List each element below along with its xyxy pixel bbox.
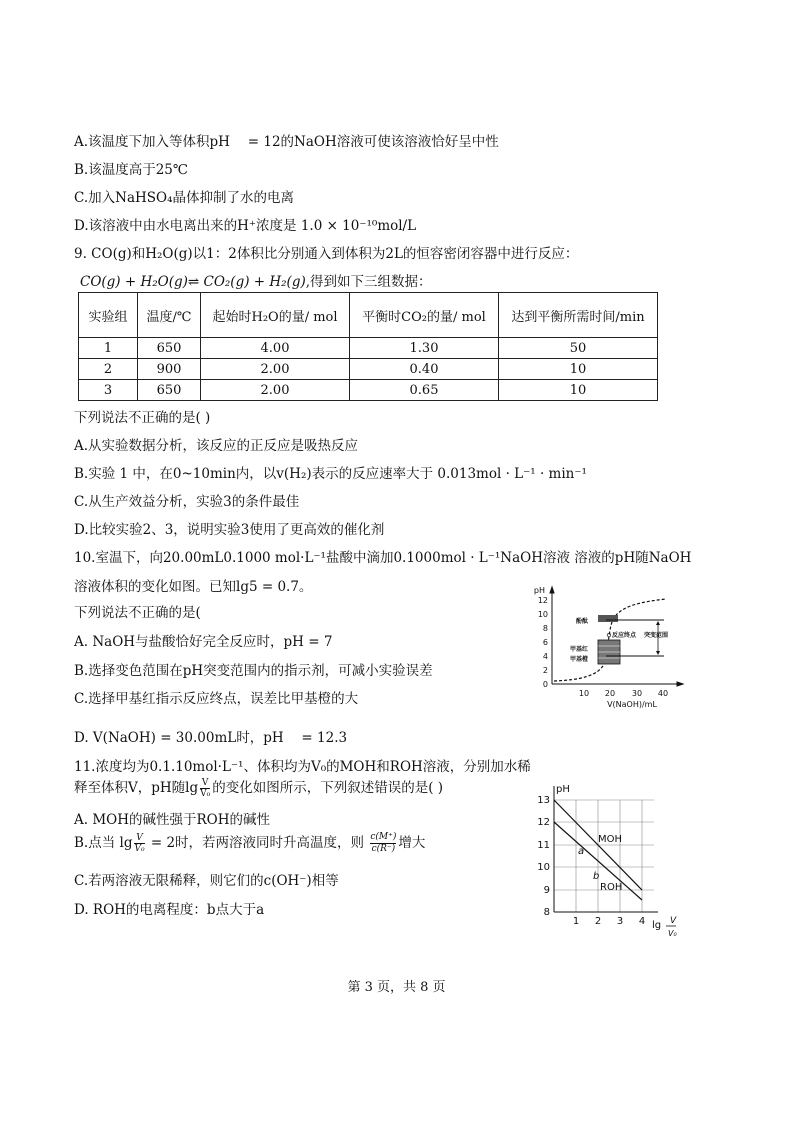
table-cell: 3 [79,380,138,401]
ytick-label: 2 [542,666,548,675]
table-header: 温度/℃ [138,293,201,338]
ytick-label: 4 [542,652,548,661]
titration-curve-figure [533,584,690,712]
q9-equation-line [80,272,432,292]
table-row [79,338,658,359]
xtick-label: 20 [604,689,616,698]
fraction-denominator: V₀ [134,844,145,854]
table-cell: 2.00 [201,380,350,401]
xtick-label: 1 [572,916,580,927]
q9-data-table [78,292,658,401]
table-cell: 2.00 [201,359,350,380]
q9-equation-suffix: ,得到如下三组数据： [305,274,432,290]
arrow-up-icon [656,621,660,625]
fraction-denominator: V₀ [200,789,211,799]
q11-stem-line1: 11.浓度均为0.1.10mol·L⁻¹、体积均为V₀的MOH和ROH溶液，分别加水稀 [74,759,531,775]
table-row [79,380,658,401]
fraction-numerator: V [201,778,209,788]
ytick-label: 0 [542,680,548,689]
page-footer: 第 3 页，共 8 页 [347,980,446,995]
q11-stem-pre: 释至体积V，pH随lg [74,780,199,796]
q10-option-b: B.选择变色范围在pH突变范围内的指示剂，可减小实验误差 [74,663,433,679]
dilution-ph-figure [534,780,684,940]
q11-stem-post: 的变化如图所示，下列叙述错误的是( ) [212,780,444,796]
ytick-label: 8 [543,907,550,918]
table-header-row [79,293,658,338]
q10-xlabel: V(NaOH)/mL [607,700,657,709]
q11-option-b-fraction [134,833,144,854]
table-cell: 1.30 [350,338,499,359]
ytick-label: 12 [537,817,550,828]
xtick-label: 3 [616,916,624,927]
q11-option-b-mid: = 2时，若两溶液同时升高温度，则 [146,835,369,851]
label-phenolphthalein: 酚酞 [576,618,589,625]
q11-option-b-pre: B.点当 lg [74,835,133,851]
ytick-label: 8 [542,624,548,633]
table-cell: 1 [79,338,138,359]
label-methyl-orange: 甲基橙 [570,656,589,663]
ytick-label: 6 [542,638,548,647]
xtick-label: 4 [638,916,646,927]
q11-xlabel-num: V [670,916,677,926]
q8-option-c: C.加入NaHSO₄晶体抑制了水的电离 [74,190,295,206]
xtick-label: 40 [657,689,669,698]
ytick-label: 10 [537,610,548,619]
ratio-denominator: c(R⁻) [371,844,396,854]
q8-option-a: A.该温度下加入等体积pH = 12的NaOH溶液可使该溶液恰好呈中性 [74,134,499,150]
q11-option-b-post: 增大 [398,835,426,851]
q11-xlabel-den: V₀ [668,929,677,938]
table-header: 起始时H₂O的量/ mol [201,293,350,338]
table-header: 平衡时CO₂的量/ mol [350,293,499,338]
q11-option-b-ratio [370,832,396,855]
q9-question: 下列说法不正确的是( ) [74,410,211,426]
q11-option-c: C.若两溶液无限稀释，则它们的c(OH⁻)相等 [74,873,339,889]
table-header: 达到平衡所需时间/min [499,293,658,338]
x-axis-arrow-icon [677,682,683,686]
q11-ylabel: pH [556,784,570,795]
q10-question: 下列说法不正确的是( [74,605,201,621]
q11-xlabel-lg: lg [652,920,662,931]
q10-stem-line2: 溶液体积的变化如图。已知lg5 = 0.7。 [74,579,313,595]
ytick-label: 12 [537,596,548,605]
table-cell: 50 [499,338,658,359]
table-cell: 4.00 [201,338,350,359]
q11-option-a: A. MOH的碱性强于ROH的碱性 [74,812,271,828]
table-cell: 10 [499,359,658,380]
ytick-label: 10 [537,862,550,873]
table-cell: 650 [138,380,201,401]
arrow-down-icon [656,651,660,655]
y-axis-arrow-icon [550,587,554,593]
table-cell: 0.40 [350,359,499,380]
ytick-label: 13 [537,795,550,806]
table-cell: 10 [499,380,658,401]
fraction-numerator: V [136,833,143,843]
q10-stem-line1: 10.室温下，向20.00mL0.1000 mol·L⁻¹盐酸中滴加0.1000mol · L⁻¹NaOH溶液 溶液的pH随NaOH [74,550,692,566]
q8-option-d: D.该溶液中由水电离出来的H⁺浓度是 1.0 × 10⁻¹⁰mol/L [74,218,417,234]
table-cell: 0.65 [350,380,499,401]
q11-stem-line2 [74,778,443,804]
q10-option-d: D. V(NaOH) = 30.00mL时，pH = 12.3 [74,730,348,746]
q10-option-c: C.选择甲基红指示反应终点，误差比甲基橙的大 [74,691,359,707]
table-header: 实验组 [79,293,138,338]
xtick-label: 2 [594,916,602,927]
label-moh: MOH [598,834,623,845]
q10-ylabel: pH [533,586,545,595]
q9-equation: CO(g) + H₂O(g)⇌ CO₂(g) + H₂(g) [80,274,306,290]
xtick-label: 30 [631,689,643,698]
q8-option-b: B.该温度高于25℃ [74,162,188,178]
q11-option-b [74,832,425,862]
label-roh: ROH [600,882,623,893]
label-methyl-red: 甲基红 [570,646,589,653]
ytick-label: 11 [537,840,550,851]
label-endpoint: 反应终点 [612,632,637,639]
phenolphthalein-range [598,615,618,622]
label-point-a: a [578,846,585,857]
q11-option-d: D. ROH的电离程度：b点大于a [74,902,265,918]
q9-option-a: A.从实验数据分析，该反应的正反应是吸热反应 [74,438,359,454]
table-cell: 2 [79,359,138,380]
table-cell: 900 [138,359,201,380]
q9-option-b: B.实验 1 中，在0~10min内，以v(H₂)表示的反应速率大于 0.013mol · L⁻¹ · min⁻¹ [74,466,587,482]
ytick-label: 9 [543,885,550,896]
q11-fraction [200,778,210,799]
q9-option-d: D.比较实验2、3，说明实验3使用了更高效的催化剂 [74,522,385,538]
table-cell: 650 [138,338,201,359]
q10-option-a: A. NaOH与盐酸恰好完全反应时，pH = 7 [74,634,333,650]
ratio-numerator: c(M⁺) [370,832,397,842]
q9-stem: 9. CO(g)和H₂O(g)以1：2体积比分别通入到体积为2L的恒容密闭容器中进行反应： [74,246,579,262]
label-jump-range: 突变范围 [644,632,669,639]
table-row [79,359,658,380]
xtick-label: 10 [578,689,590,698]
label-point-b: b [593,871,600,882]
q9-option-c: C.从生产效益分析，实验3的条件最佳 [74,494,300,510]
